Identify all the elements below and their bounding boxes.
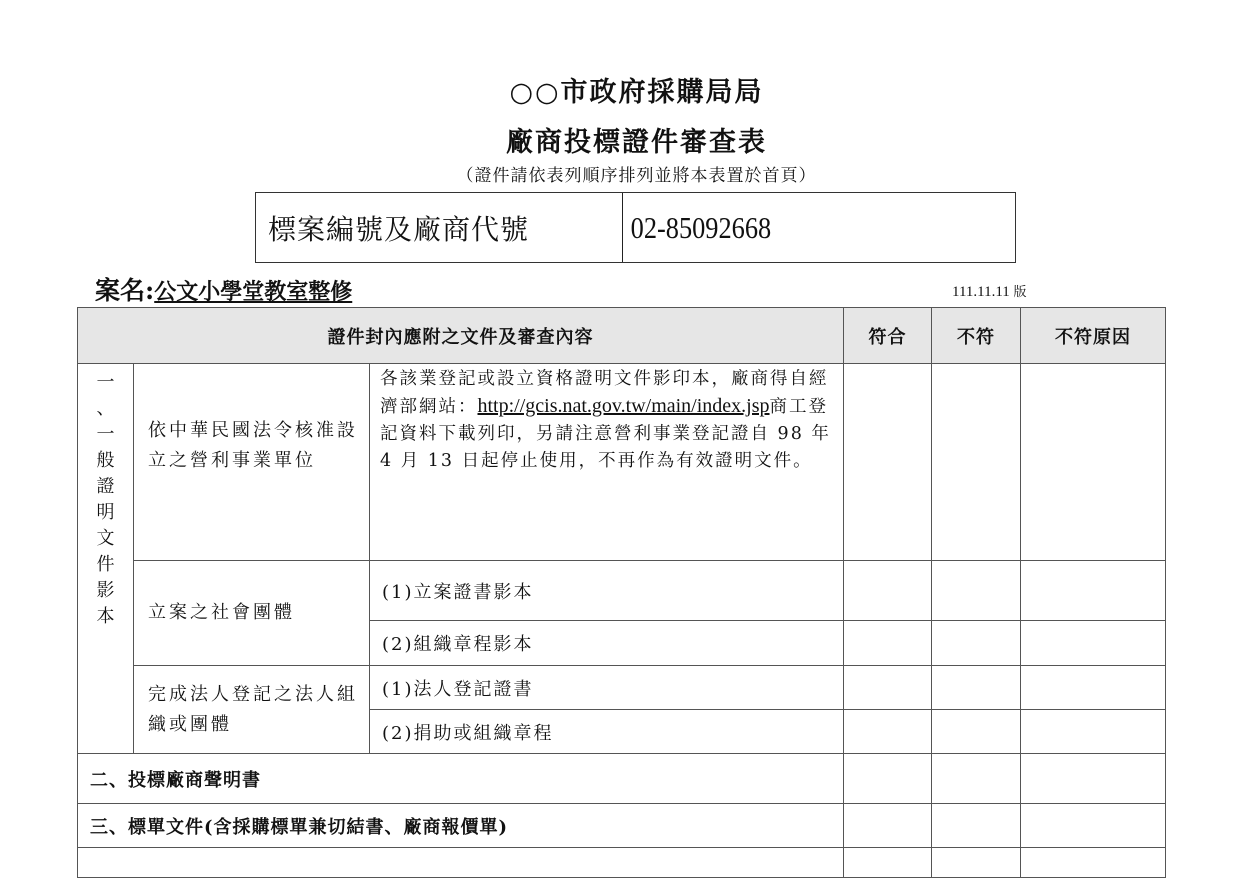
form-instruction: （證件請依表列順序排列並將本表置於首頁） (456, 166, 817, 186)
pass-cell[interactable] (844, 561, 932, 621)
header-pass: 符合 (844, 308, 932, 364)
pass-cell[interactable] (844, 804, 932, 848)
section2-label: 二、投標廠商聲明書 (78, 754, 844, 804)
reason-cell[interactable] (1021, 364, 1166, 561)
table-row (78, 666, 1166, 710)
table-row (78, 754, 1166, 804)
category-social-group: 立案之社會團體 (134, 561, 370, 666)
section3-label: 三、標單文件(含採購標單兼切結書、廠商報價單) (78, 804, 844, 848)
case-name (95, 271, 352, 307)
section1-char: 一 (96, 372, 115, 393)
agency-title: ○○市政府採購局局 (509, 77, 764, 108)
section1-char: 文 (96, 528, 115, 549)
tender-id-label: 標案編號及廠商代號 (256, 193, 623, 262)
pass-cell[interactable] (844, 754, 932, 804)
gcis-link[interactable]: http://gcis.nat.gov.tw/main/index.jsp (477, 395, 770, 417)
table-row (78, 364, 1166, 561)
section1-label (78, 364, 134, 754)
reason-cell[interactable] (1021, 754, 1166, 804)
requirement-text-cont: 商工登記資料下載列印，另請注意營利事業登記證自 98 年 4 月 13 日起停止使用，不再作為有效證明文件。 (380, 397, 831, 471)
section1-char: 件 (96, 554, 115, 575)
fail-cell[interactable] (932, 710, 1021, 754)
item-organization-charter: (2)組織章程影本 (370, 621, 844, 666)
reason-cell[interactable] (1021, 710, 1166, 754)
section1-char: 影 (96, 580, 115, 601)
fail-cell[interactable] (932, 754, 1021, 804)
case-name-label: 案名: (95, 276, 155, 305)
case-name-value: 公文小學堂教室整修 (154, 279, 353, 305)
header-fail: 不符 (932, 308, 1021, 364)
section1-char: 證 (96, 476, 115, 497)
category-business-entity: 依中華民國法令核准設立之營利事業單位 (134, 364, 370, 561)
pass-cell[interactable] (844, 710, 932, 754)
fail-cell[interactable] (932, 848, 1021, 878)
requirement-text: 各該業登記或設立資格證明文件影印本，廠商得自經濟部網站： (380, 369, 829, 417)
item-donation-charter: (2)捐助或組織章程 (370, 710, 844, 754)
item-registration-certificate: (1)立案證書影本 (370, 561, 844, 621)
document-review-table (77, 307, 1166, 878)
reason-cell[interactable] (1021, 666, 1166, 710)
header-content: 證件封內應附之文件及審查內容 (78, 308, 844, 364)
section1-char: 明 (96, 502, 115, 523)
pass-cell[interactable] (844, 666, 932, 710)
fail-cell[interactable] (932, 561, 1021, 621)
version-suffix: 版 (1013, 284, 1027, 299)
tender-id-box (255, 192, 1016, 263)
form-version (952, 281, 1027, 301)
reason-cell[interactable] (1021, 561, 1166, 621)
item-juridical-certificate: (1)法人登記證書 (370, 666, 844, 710)
business-entity-requirement (370, 364, 844, 561)
reason-cell[interactable] (1021, 848, 1166, 878)
form-title: 廠商投標證件審查表 (506, 127, 767, 158)
table-row (78, 848, 1166, 878)
pass-cell[interactable] (844, 364, 932, 561)
pass-cell[interactable] (844, 848, 932, 878)
reason-cell[interactable] (1021, 621, 1166, 666)
fail-cell[interactable] (932, 364, 1021, 561)
table-row (78, 804, 1166, 848)
tender-id-value: 02-85092668 (630, 209, 772, 245)
version-number: 111.11.11 (952, 284, 1010, 300)
table-header-row (78, 308, 1166, 364)
section1-char: 、 (96, 398, 115, 419)
section1-char: 般 (96, 450, 115, 471)
section1-char: 本 (96, 606, 115, 627)
reason-cell[interactable] (1021, 804, 1166, 848)
fail-cell[interactable] (932, 621, 1021, 666)
next-row-cell (78, 848, 844, 878)
table-row (78, 561, 1166, 621)
pass-cell[interactable] (844, 621, 932, 666)
fail-cell[interactable] (932, 804, 1021, 848)
header-reason: 不符原因 (1021, 308, 1166, 364)
fail-cell[interactable] (932, 666, 1021, 710)
category-juridical-person: 完成法人登記之法人組織或團體 (134, 666, 370, 754)
section1-char: 一 (96, 424, 115, 445)
